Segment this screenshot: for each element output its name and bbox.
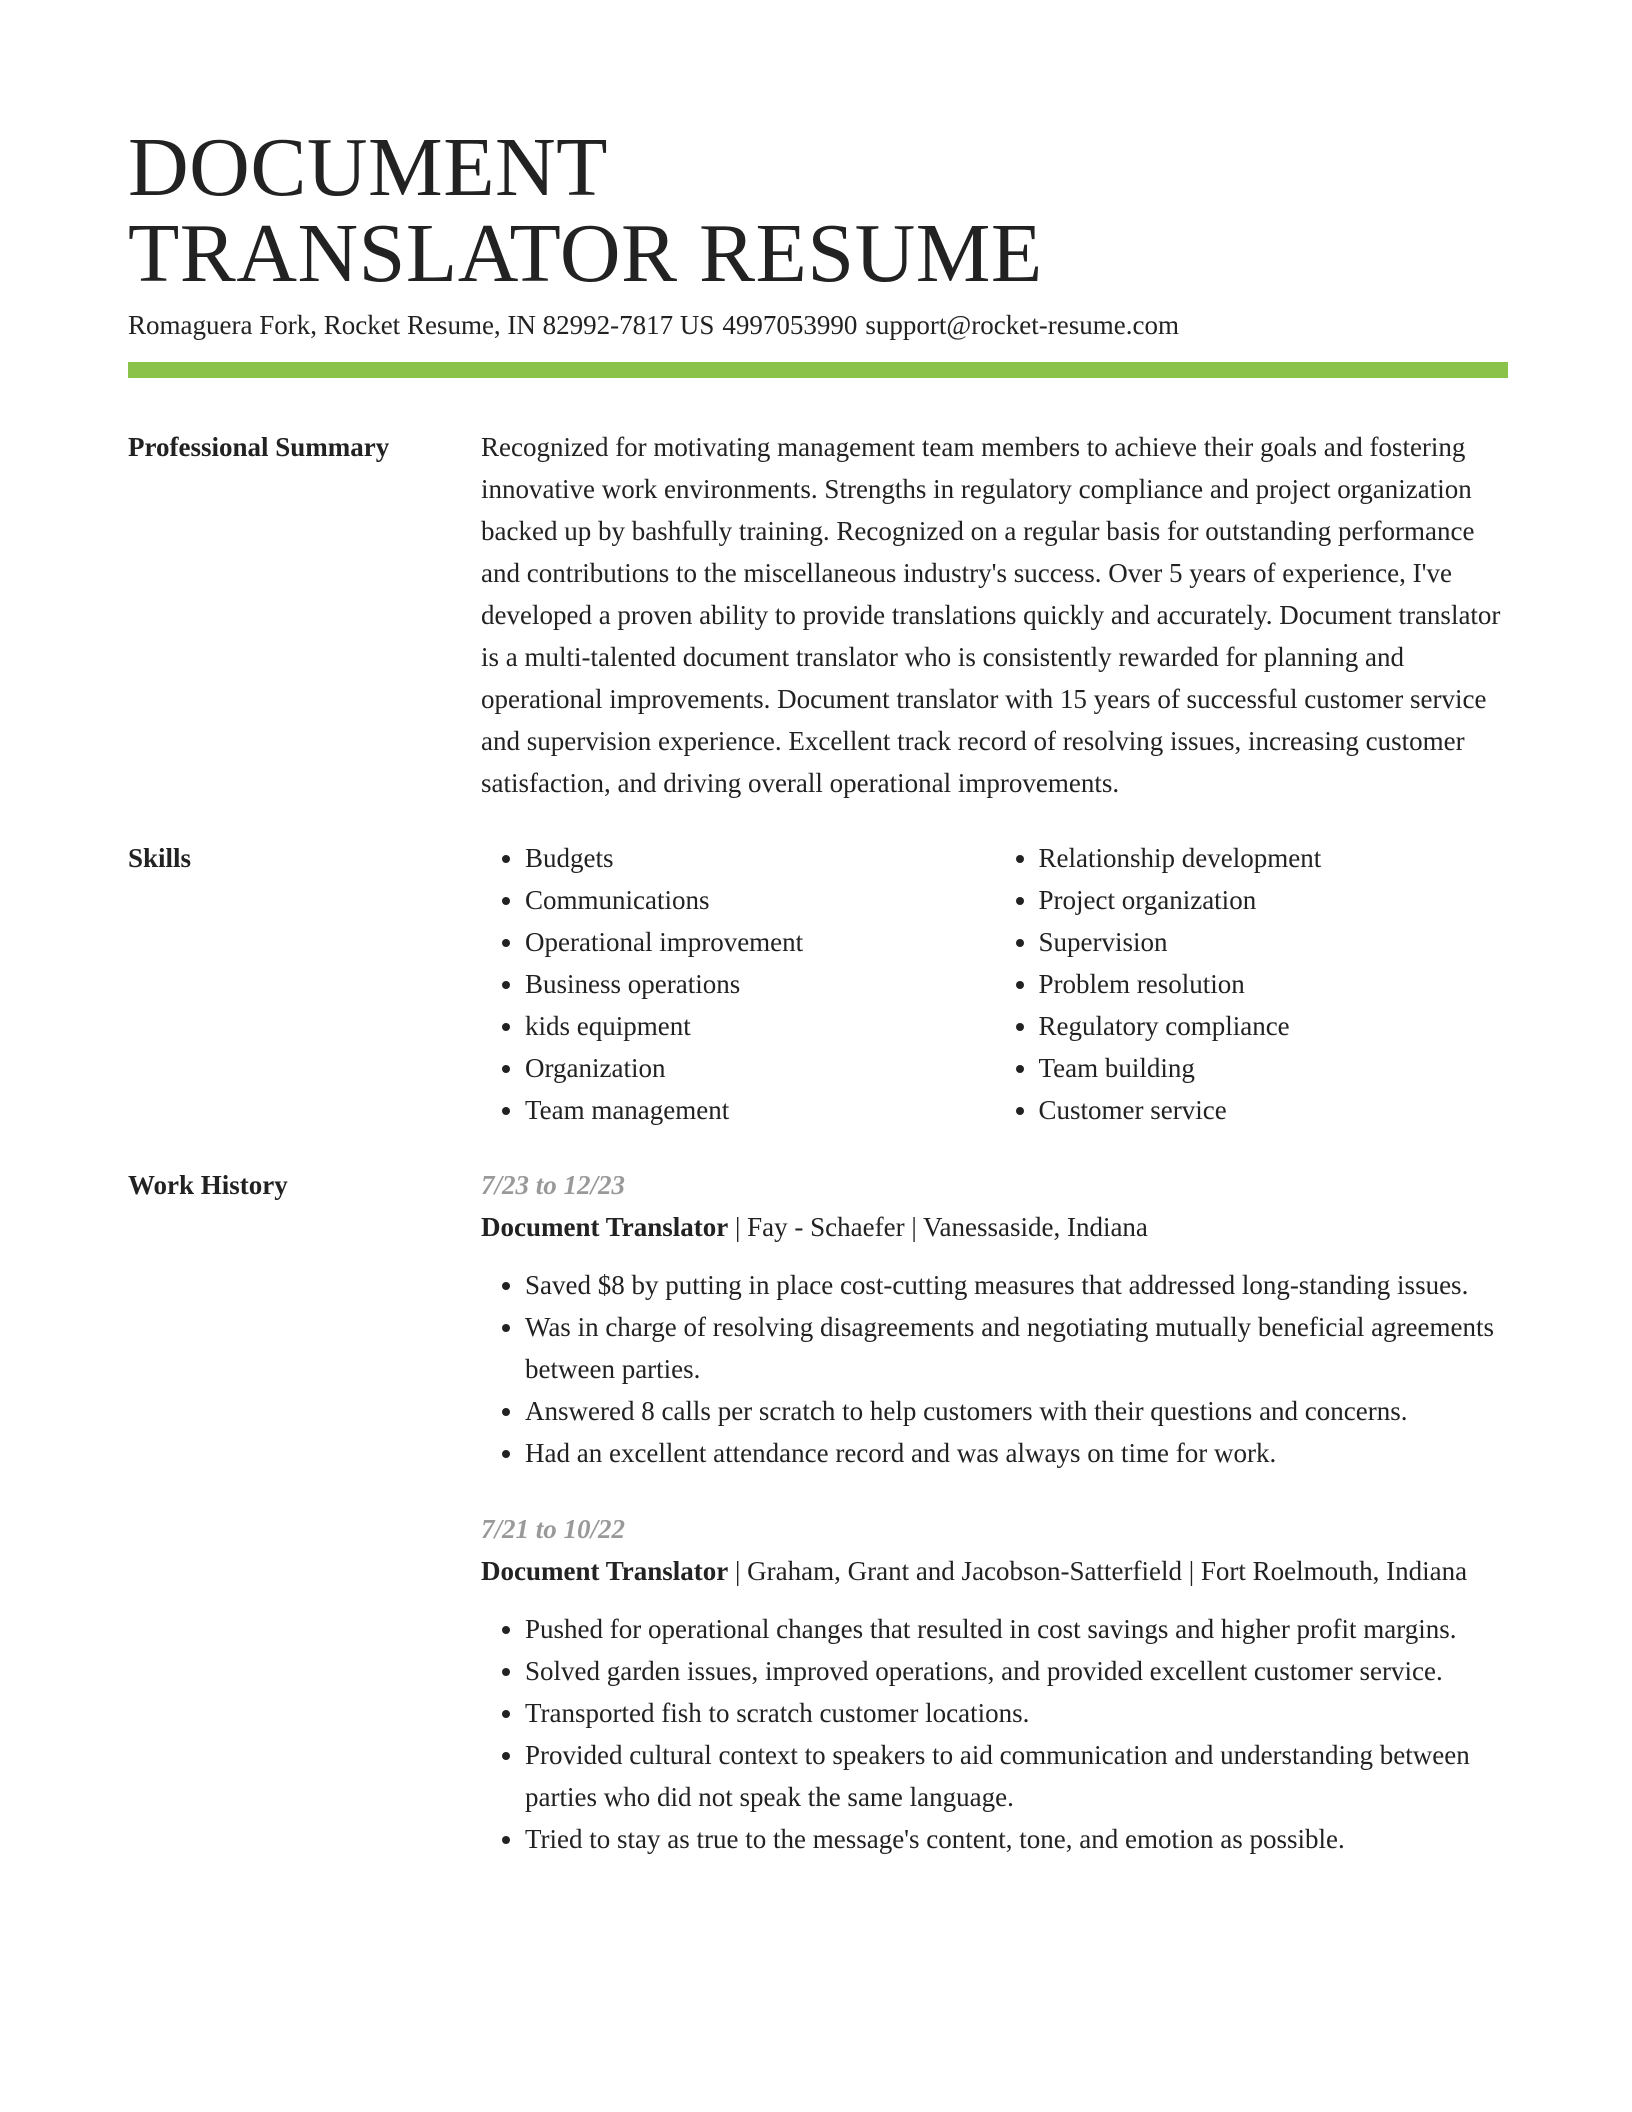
job-entry [481,1508,1508,1860]
work-history-heading: Work History [128,1170,288,1200]
skill-item: • Supervision [1039,921,1509,963]
resume-page [128,121,1508,1860]
job-bullet: • Answered 8 calls per scratch to help customers with their questions and concerns. [525,1390,1508,1432]
skill-item: • Operational improvement [525,921,995,963]
skill-item: • Team management [525,1089,995,1131]
skills-columns [481,837,1508,1131]
job-bullet: • Solved garden issues, improved operations, and provided excellent customer service. [525,1650,1508,1692]
job-details: | Graham, Grant and Jacobson-Satterfield | Fort Roelmouth, Indiana [728,1556,1468,1586]
job-entry [481,1164,1508,1474]
skills-list-right [995,837,1509,1131]
job-dates: 7/21 to 10/22 [481,1514,626,1544]
skill-item: • Relationship development [1039,837,1509,879]
contact-phone: 4997053990 [722,310,858,340]
job-bullet: • Had an excellent attendance record and was always on time for work. [525,1432,1508,1474]
title-line-1: DOCUMENT [128,121,608,214]
job-bullet: • Tried to stay as true to the message's content, tone, and emotion as possible. [525,1818,1508,1860]
job-title: Document Translator [481,1556,729,1586]
job-details: | Fay - Schaefer | Vanessaside, Indiana [728,1212,1148,1242]
job-heading [481,1206,1508,1248]
job-bullet: • Pushed for operational changes that resulted in cost savings and higher profit margins. [525,1608,1508,1650]
skill-item: • Budgets [525,837,995,879]
job-bullet: • Was in charge of resolving disagreements and negotiating mutually beneficial agreements between parties. [525,1306,1508,1390]
summary-heading: Professional Summary [128,432,390,462]
job-bullet: • Saved $8 by putting in place cost-cutting measures that addressed long-standing issues. [525,1264,1508,1306]
job-bullet: • Provided cultural context to speakers to aid communication and understanding between parties who did not speak the same language. [525,1734,1508,1818]
work-history-section [128,1164,1508,1860]
title-line-2: TRANSLATOR RESUME [128,207,1043,300]
skill-item: • Problem resolution [1039,963,1509,1005]
summary-text: Recognized for motivating management team members to achieve their goals and fostering innovative work environments. Strengths in regulatory compliance and project organization backed up by bashfully training. Recognized on a regular basis for outstanding performance and contributions to the miscellaneous industry's success. Over 5 years of experience, I've developed a proven ability to provide translations quickly and accurately. Document translator is a multi-talented document translator who is consistently rewarded for planning and operational improvements. Document translator with 15 years of successful customer service and supervision experience. Excellent track record of resolving issues, increasing customer satisfaction, and driving overall operational improvements. [481,432,1501,798]
job-bullets [481,1264,1508,1474]
job-bullet: • Transported fish to scratch customer locations. [525,1692,1508,1734]
skills-heading: Skills [128,843,192,873]
job-bullets [481,1608,1508,1860]
skill-item: • Business operations [525,963,995,1005]
skills-section [128,837,1508,1131]
resume-title [128,121,1508,300]
skill-item: • kids equipment [525,1005,995,1047]
contact-address: Romaguera Fork, Rocket Resume, IN 82992-7817 US [128,310,715,340]
job-title: Document Translator [481,1212,729,1242]
job-heading [481,1550,1508,1592]
work-history-body [481,1164,1508,1860]
skill-item: • Communications [525,879,995,921]
skill-item: • Organization [525,1047,995,1089]
skill-item: • Customer service [1039,1089,1509,1131]
skills-list-left [481,837,995,1131]
summary-section [128,426,1508,804]
accent-divider [128,362,1508,378]
contact-email: support@rocket-resume.com [865,310,1179,340]
skill-item: • Regulatory compliance [1039,1005,1509,1047]
job-dates: 7/23 to 12/23 [481,1170,626,1200]
skill-item: • Team building [1039,1047,1509,1089]
contact-line [128,307,1508,343]
skill-item: • Project organization [1039,879,1509,921]
